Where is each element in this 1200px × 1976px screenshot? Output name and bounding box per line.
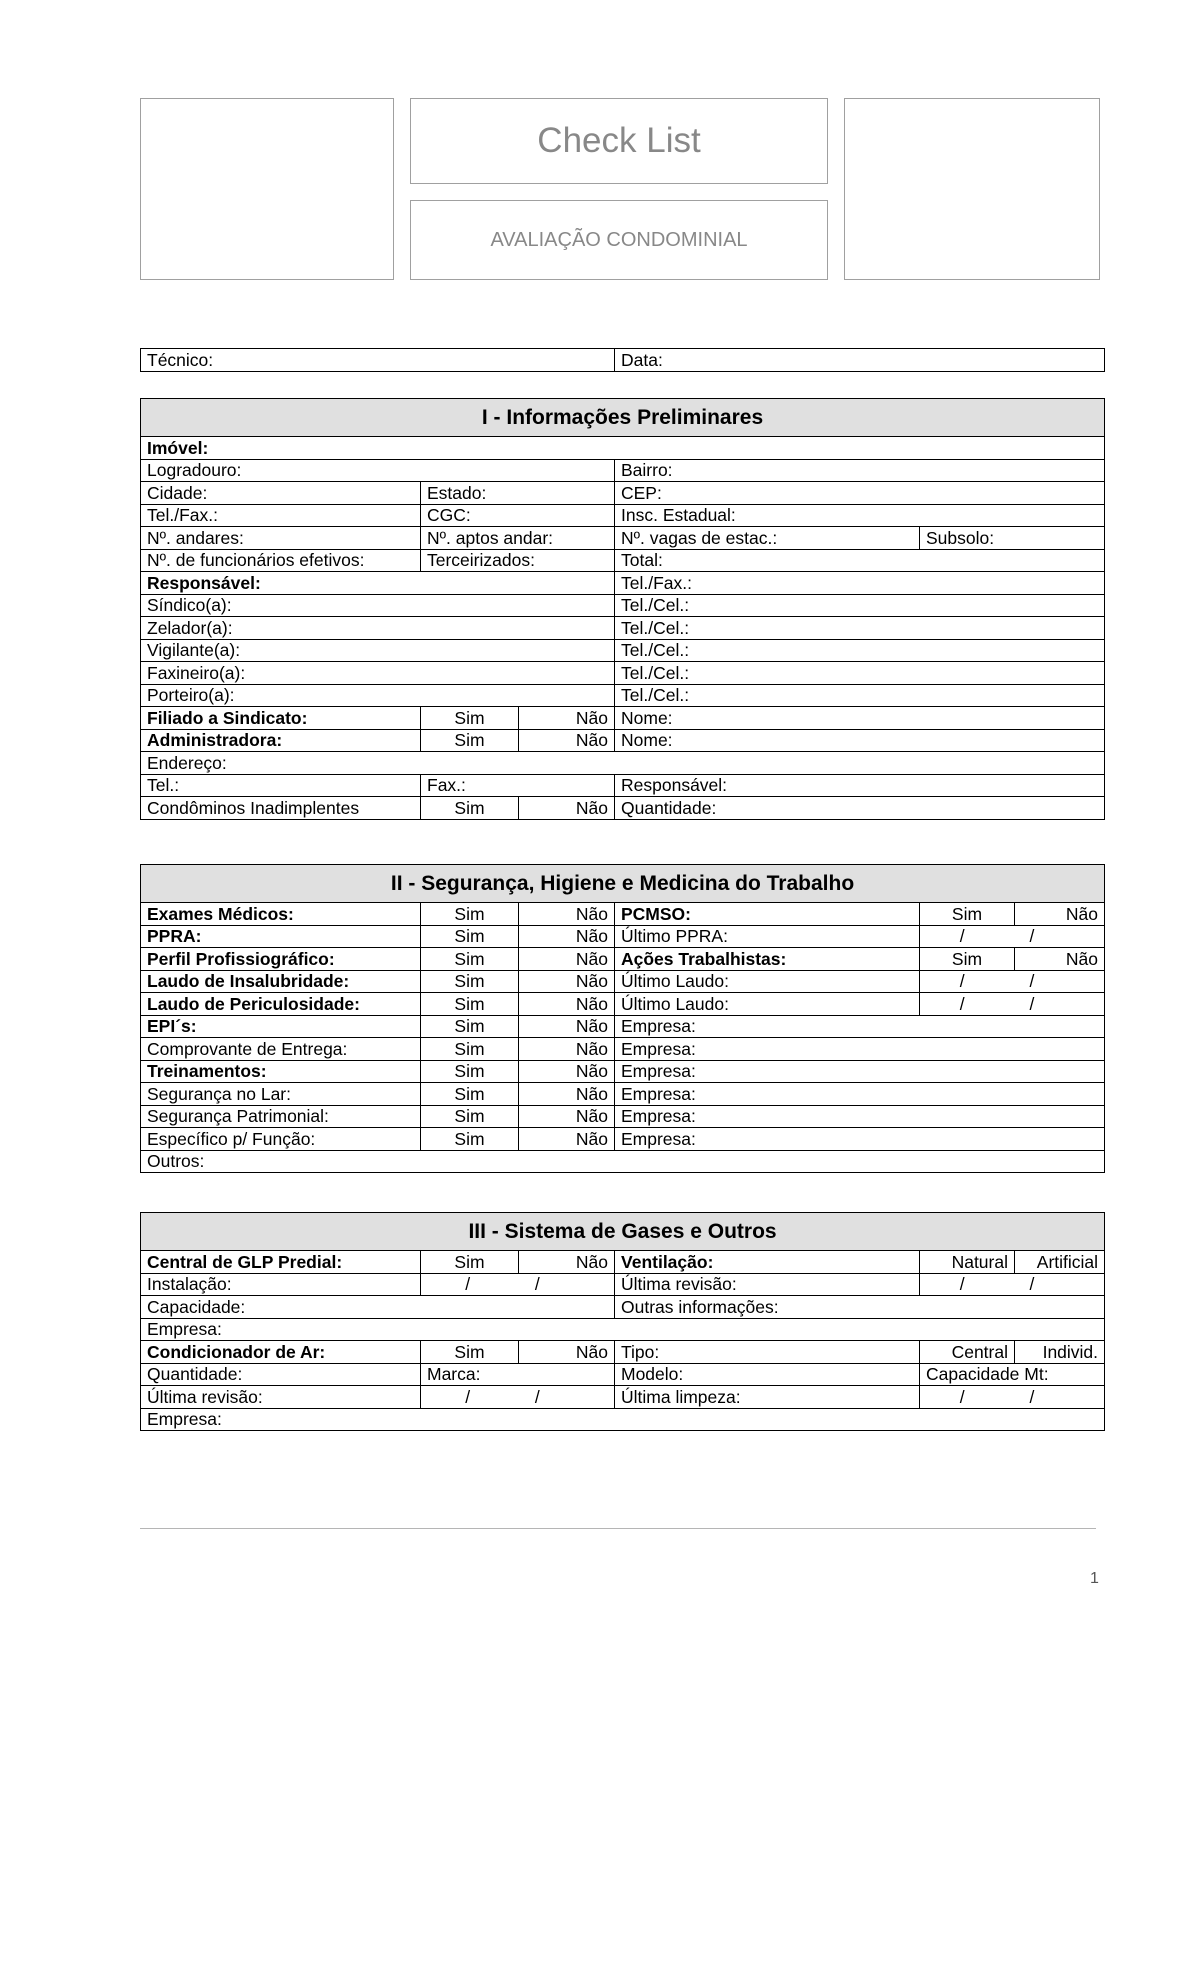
empresa-field[interactable]: Empresa:: [615, 1015, 1105, 1038]
nao-option[interactable]: Não: [519, 1038, 615, 1061]
table-row: [141, 993, 1105, 1016]
administradora-nome-field[interactable]: Nome:: [615, 729, 1105, 752]
table-row: [141, 729, 1105, 752]
zelador-field[interactable]: Zelador(a):: [141, 617, 615, 640]
logo-box-right: [844, 98, 1100, 280]
nao-option[interactable]: Não: [519, 707, 615, 730]
sim-option[interactable]: Sim: [920, 903, 1015, 926]
cgc-field[interactable]: CGC:: [421, 504, 615, 527]
natural-option[interactable]: Natural: [920, 1251, 1015, 1274]
logo-box-left: [140, 98, 394, 280]
insc-estadual-field[interactable]: Insc. Estadual:: [615, 504, 1105, 527]
section-title: I - Informações Preliminares: [141, 399, 1105, 437]
sim-option[interactable]: Sim: [421, 1341, 519, 1364]
ultimo-laudo-date[interactable]: / /: [920, 970, 1105, 993]
sim-option[interactable]: Sim: [421, 729, 519, 752]
table-row: [141, 1083, 1105, 1106]
quantidade-field[interactable]: Quantidade:: [141, 1363, 421, 1386]
table-row: [141, 925, 1105, 948]
sim-option[interactable]: Sim: [421, 797, 519, 820]
fax-field[interactable]: Fax.:: [421, 774, 615, 797]
sindico-field[interactable]: Síndico(a):: [141, 594, 615, 617]
marca-field[interactable]: Marca:: [421, 1363, 615, 1386]
insalubridade-label: Laudo de Insalubridade:: [141, 970, 421, 993]
page-number: 1: [1090, 1570, 1099, 1587]
section-seguranca-higiene: [140, 864, 1105, 1173]
total-field[interactable]: Total:: [615, 549, 1105, 572]
ultima-revisao-date[interactable]: / /: [421, 1386, 615, 1409]
seguranca-patrimonial-label: Segurança Patrimonial:: [141, 1105, 421, 1128]
funcionarios-field[interactable]: Nº. de funcionários efetivos:: [141, 549, 421, 572]
table-row: [141, 1150, 1105, 1173]
table-row: [141, 594, 1105, 617]
table-row: [141, 774, 1105, 797]
sindicato-nome-field[interactable]: Nome:: [615, 707, 1105, 730]
outros-field[interactable]: Outros:: [141, 1150, 1105, 1173]
nao-option[interactable]: Não: [1015, 948, 1105, 971]
nao-option[interactable]: Não: [1015, 903, 1105, 926]
tipo-label: Tipo:: [615, 1341, 920, 1364]
empresa-field[interactable]: Empresa:: [615, 1038, 1105, 1061]
sim-option[interactable]: Sim: [421, 925, 519, 948]
sim-option[interactable]: Sim: [421, 1060, 519, 1083]
vagas-field[interactable]: Nº. vagas de estac.:: [615, 527, 920, 550]
table-row: [141, 903, 1105, 926]
ultima-revisao-label: Última revisão:: [141, 1386, 421, 1409]
pcmso-label: PCMSO:: [615, 903, 920, 926]
nao-option[interactable]: Não: [519, 970, 615, 993]
table-row: [141, 1296, 1105, 1319]
logradouro-field[interactable]: Logradouro:: [141, 459, 615, 482]
responsavel-telfax-field[interactable]: Tel./Fax.:: [615, 572, 1105, 595]
table-row: [141, 527, 1105, 550]
data-field[interactable]: Data:: [615, 349, 1105, 372]
cep-field[interactable]: CEP:: [615, 482, 1105, 505]
sim-option[interactable]: Sim: [421, 1251, 519, 1274]
table-row: [141, 1251, 1105, 1274]
ventilacao-label: Ventilação:: [615, 1251, 920, 1274]
subsolo-field[interactable]: Subsolo:: [920, 527, 1105, 550]
acoes-label: Ações Trabalhistas:: [615, 948, 920, 971]
endereco-field[interactable]: Endereço:: [141, 752, 1105, 775]
sim-option[interactable]: Sim: [421, 993, 519, 1016]
section-sistema-gases: [140, 1212, 1105, 1431]
andares-field[interactable]: Nº. andares:: [141, 527, 421, 550]
individ-option[interactable]: Individ.: [1015, 1341, 1105, 1364]
tel-field[interactable]: Tel.:: [141, 774, 421, 797]
telfax-field[interactable]: Tel./Fax.:: [141, 504, 421, 527]
table-row: [141, 707, 1105, 730]
perfil-label: Perfil Profissiográfico:: [141, 948, 421, 971]
document-title-box: [410, 98, 828, 184]
table-row: [141, 1386, 1105, 1409]
inadimplentes-quantidade-field[interactable]: Quantidade:: [615, 797, 1105, 820]
vigilante-field[interactable]: Vigilante(a):: [141, 639, 615, 662]
table-row: [141, 1341, 1105, 1364]
condicionador-label: Condicionador de Ar:: [141, 1341, 421, 1364]
nao-option[interactable]: Não: [519, 1251, 615, 1274]
estado-field[interactable]: Estado:: [421, 482, 615, 505]
table-row: [141, 797, 1105, 820]
artificial-option[interactable]: Artificial: [1015, 1251, 1105, 1274]
instalacao-date[interactable]: / /: [421, 1273, 615, 1296]
table-row: [141, 1015, 1105, 1038]
imovel-label: Imóvel:: [141, 437, 1105, 460]
capacidade-field[interactable]: Capacidade:: [141, 1296, 615, 1319]
ultima-limpeza-label: Última limpeza:: [615, 1386, 920, 1409]
nao-option[interactable]: Não: [519, 1060, 615, 1083]
nao-option[interactable]: Não: [519, 1015, 615, 1038]
sim-option[interactable]: Sim: [421, 1015, 519, 1038]
nao-option[interactable]: Não: [519, 948, 615, 971]
nao-option[interactable]: Não: [519, 1128, 615, 1151]
section-title: III - Sistema de Gases e Outros: [141, 1213, 1105, 1251]
nao-option[interactable]: Não: [519, 797, 615, 820]
sim-option[interactable]: Sim: [421, 970, 519, 993]
exames-label: Exames Médicos:: [141, 903, 421, 926]
sindico-telcel-field[interactable]: Tel./Cel.:: [615, 594, 1105, 617]
table-row: [141, 1038, 1105, 1061]
table-row: [141, 662, 1105, 685]
table-row: [141, 752, 1105, 775]
responsavel-label: Responsável:: [141, 572, 615, 595]
sim-option[interactable]: Sim: [421, 707, 519, 730]
document-title: Check List: [537, 121, 701, 160]
vigilante-telcel-field[interactable]: Tel./Cel.:: [615, 639, 1105, 662]
cidade-field[interactable]: Cidade:: [141, 482, 421, 505]
table-row: [141, 970, 1105, 993]
nao-option[interactable]: Não: [519, 903, 615, 926]
administradora-responsavel-field[interactable]: Responsável:: [615, 774, 1105, 797]
table-row: [141, 639, 1105, 662]
table-row: [141, 1318, 1105, 1341]
ultimo-laudo-date[interactable]: / /: [920, 993, 1105, 1016]
sim-option[interactable]: Sim: [421, 1038, 519, 1061]
table-row: [141, 1128, 1105, 1151]
section-title: II - Segurança, Higiene e Medicina do Trabalho: [141, 865, 1105, 903]
capacidade-mt-field[interactable]: Capacidade Mt:: [920, 1363, 1105, 1386]
empresa-field[interactable]: Empresa:: [141, 1318, 1105, 1341]
sim-option[interactable]: Sim: [421, 1105, 519, 1128]
table-row: [141, 1105, 1105, 1128]
sim-option[interactable]: Sim: [920, 948, 1015, 971]
footer-divider: [140, 1528, 1096, 1529]
seguranca-lar-label: Segurança no Lar:: [141, 1083, 421, 1106]
table-row: [141, 572, 1105, 595]
faxineiro-telcel-field[interactable]: Tel./Cel.:: [615, 662, 1105, 685]
table-row: [141, 459, 1105, 482]
treinamentos-label: Treinamentos:: [141, 1060, 421, 1083]
ultimo-ppra-date[interactable]: / /: [920, 925, 1105, 948]
table-row: [141, 948, 1105, 971]
ultimo-ppra-label: Último PPRA:: [615, 925, 920, 948]
bairro-field[interactable]: Bairro:: [615, 459, 1105, 482]
table-row: [141, 617, 1105, 640]
aptos-andar-field[interactable]: Nº. aptos andar:: [421, 527, 615, 550]
technician-table: [140, 348, 1105, 372]
nao-option[interactable]: Não: [519, 729, 615, 752]
modelo-field[interactable]: Modelo:: [615, 1363, 920, 1386]
nao-option[interactable]: Não: [519, 1083, 615, 1106]
periculosidade-label: Laudo de Periculosidade:: [141, 993, 421, 1016]
table-row: [141, 1273, 1105, 1296]
sim-option[interactable]: Sim: [421, 1128, 519, 1151]
table-row: [141, 684, 1105, 707]
empresa-field[interactable]: Empresa:: [615, 1105, 1105, 1128]
nao-option[interactable]: Não: [519, 925, 615, 948]
table-row: [141, 349, 1105, 372]
zelador-telcel-field[interactable]: Tel./Cel.:: [615, 617, 1105, 640]
filiado-label: Filiado a Sindicato:: [141, 707, 421, 730]
empresa-field[interactable]: Empresa:: [615, 1060, 1105, 1083]
porteiro-field[interactable]: Porteiro(a):: [141, 684, 615, 707]
nao-option[interactable]: Não: [519, 1341, 615, 1364]
sim-option[interactable]: Sim: [421, 903, 519, 926]
nao-option[interactable]: Não: [519, 993, 615, 1016]
document-subtitle: AVALIAÇÃO CONDOMINIAL: [490, 228, 748, 251]
table-row: [141, 1363, 1105, 1386]
ultimo-laudo-label: Último Laudo:: [615, 993, 920, 1016]
table-row: [141, 482, 1105, 505]
faxineiro-field[interactable]: Faxineiro(a):: [141, 662, 615, 685]
empresa-field[interactable]: Empresa:: [141, 1408, 1105, 1431]
porteiro-telcel-field[interactable]: Tel./Cel.:: [615, 684, 1105, 707]
ultimo-laudo-label: Último Laudo:: [615, 970, 920, 993]
terceirizados-field[interactable]: Terceirizados:: [421, 549, 615, 572]
epis-label: EPI´s:: [141, 1015, 421, 1038]
central-glp-label: Central de GLP Predial:: [141, 1251, 421, 1274]
document-subtitle-box: [410, 200, 828, 280]
ultima-revisao-date[interactable]: / /: [920, 1273, 1105, 1296]
table-row: [141, 504, 1105, 527]
table-row: [141, 1408, 1105, 1431]
administradora-label: Administradora:: [141, 729, 421, 752]
comprovante-label: Comprovante de Entrega:: [141, 1038, 421, 1061]
table-row: [141, 437, 1105, 460]
table-row: [141, 549, 1105, 572]
table-row: [141, 1060, 1105, 1083]
empresa-field[interactable]: Empresa:: [615, 1128, 1105, 1151]
tecnico-field[interactable]: Técnico:: [141, 349, 615, 372]
especifico-funcao-label: Específico p/ Função:: [141, 1128, 421, 1151]
ultima-limpeza-date[interactable]: / /: [920, 1386, 1105, 1409]
section-informacoes-preliminares: [140, 398, 1105, 820]
ultima-revisao-label: Última revisão:: [615, 1273, 920, 1296]
central-option[interactable]: Central: [920, 1341, 1015, 1364]
empresa-field[interactable]: Empresa:: [615, 1083, 1105, 1106]
nao-option[interactable]: Não: [519, 1105, 615, 1128]
inadimplentes-label: Condôminos Inadimplentes: [141, 797, 421, 820]
outras-informacoes-field[interactable]: Outras informações:: [615, 1296, 1105, 1319]
sim-option[interactable]: Sim: [421, 948, 519, 971]
instalacao-label: Instalação:: [141, 1273, 421, 1296]
ppra-label: PPRA:: [141, 925, 421, 948]
sim-option[interactable]: Sim: [421, 1083, 519, 1106]
